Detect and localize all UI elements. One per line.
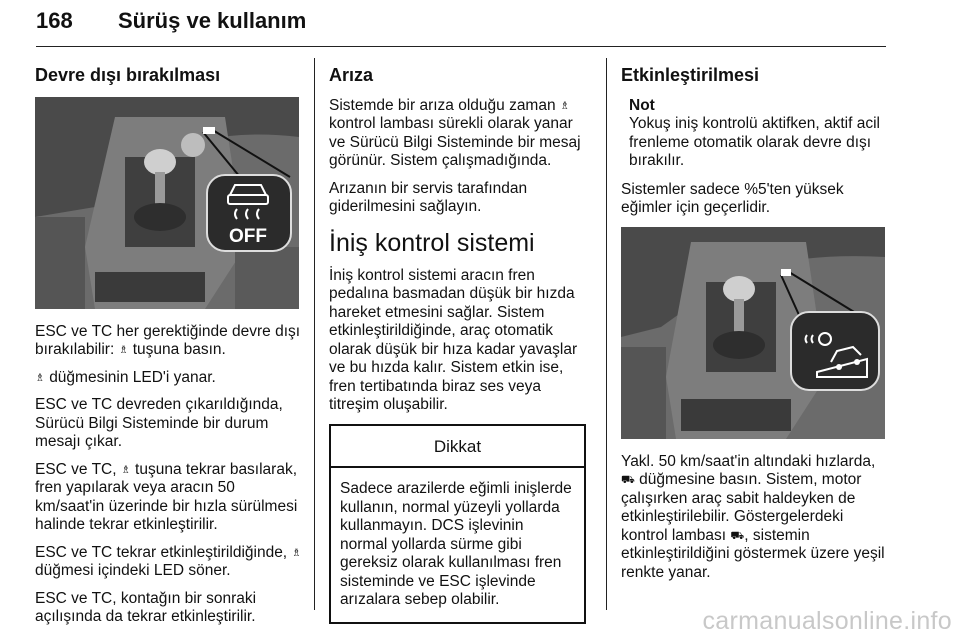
paragraph: ESC ve TC her gerektiğinde devre dışı bırakılabilir: ♗ tuşuna basın. [35,322,301,358]
section-title: İniş kontrol sistemi [329,228,535,257]
descent-control-icon: ⛟ [730,529,745,542]
heading-activation: Etkinleştirilmesi [621,65,760,85]
paragraph: ESC ve TC devreden çıkarıldığında, Sürücü Bilgi Sisteminde bir durum mesajı çıkar. [35,396,283,450]
page-number: 168 [36,8,73,33]
column-divider-1 [314,58,315,610]
dcs-button-photo [621,227,885,439]
column-divider-2 [606,58,607,610]
paragraph: ESC ve TC, ♗ tuşuna tekrar basılarak, fren yapılarak veya aracın 50 km/saat'in üzerinde bir hızla sürülmesi halinde tekrar etkinleştirilir. [35,460,298,533]
paragraph: ♗ düğmesinin LED'i yanar. [35,368,216,386]
paragraph: ESC ve TC tekrar etkinleştirildiğinde, ♗ düğmesi içindeki LED söner. [35,543,302,579]
note-block [629,97,889,171]
note-text: Yokuş iniş kontrolü aktifken, aktif acil frenleme otomatik olarak devre dışı bırakılır. [629,115,880,169]
esc-off-icon: ♗ [120,463,131,476]
chapter-title: Sürüş ve kullanım [118,8,307,33]
column-middle [329,60,593,624]
heading-fault: Arıza [329,65,374,85]
paragraph: ESC ve TC, kontağın bir sonraki açılışında da tekrar etkinleştirilir. [35,589,257,625]
heading-deactivation: Devre dışı bırakılması [35,65,221,85]
page-header [36,8,886,48]
paragraph: Arızanın bir servis tarafından giderilmesini sağlayın. [329,179,528,215]
esc-off-icon: ♗ [291,546,302,559]
watermark: carmanualsonline.info [702,607,952,635]
paragraph: İniş kontrol sistemi aracın fren pedalına basmadan düşük bir hızda hareket etmesini sağlar. Sistem etkinleştirildiğinde, araç otomatik olarak düşük bir hıza kadar yavaşlar ve bu hızda kalır. Sistem etkin ise, fren tertibatında biraz ses veya titreşim oluşabilir. [329,266,578,413]
paragraph: Sistemde bir arıza olduğu zaman ♗ kontrol lambası sürekli olarak yanar ve Sürücü Bilgi Sisteminde bir mesaj görünür. Sistem çalışmadığında. [329,96,581,169]
esc-off-icon: ♗ [118,344,129,356]
descent-control-icon: ⛟ [621,474,635,486]
paragraph: Sistemler sadece %5'ten yüksek eğimler için geçerlidir. [621,180,844,216]
column-right [621,60,889,591]
warning-text: Sadece arazilerde eğimli inişlerde kullanın, normal yüzeyli yollarda kullanmayın. DCS işlevinin normal yollarda sürme gibi gereksiz olarak kullanılması fren sisteminde ve ESC işlevinde arızalara sebep olabilir. [340,480,572,608]
esc-off-icon: ♗ [35,371,45,384]
paragraph: Yakl. 50 km/saat'in altındaki hızlarda, ⛟ düğmesine basın. Sistem, motor çalışırken araç sabit haldeyken de etkinleştirilebilir. Göstergelerdeki kontrol lambası ⛟, sistemin etkinleştirildiğini göstermek üzere yeşil renkte yanar. [621,452,885,581]
note-title: Not [629,96,655,114]
esc-button-photo [35,97,299,309]
column-left [35,60,303,636]
warning-box [329,424,586,624]
esc-console-illustration [35,97,299,309]
esc-off-icon: ♗ [559,99,570,112]
warning-title: Dikkat [331,426,584,469]
dcs-console-illustration [621,227,885,439]
off-badge-text: OFF [229,225,267,247]
header-rule [36,46,886,47]
